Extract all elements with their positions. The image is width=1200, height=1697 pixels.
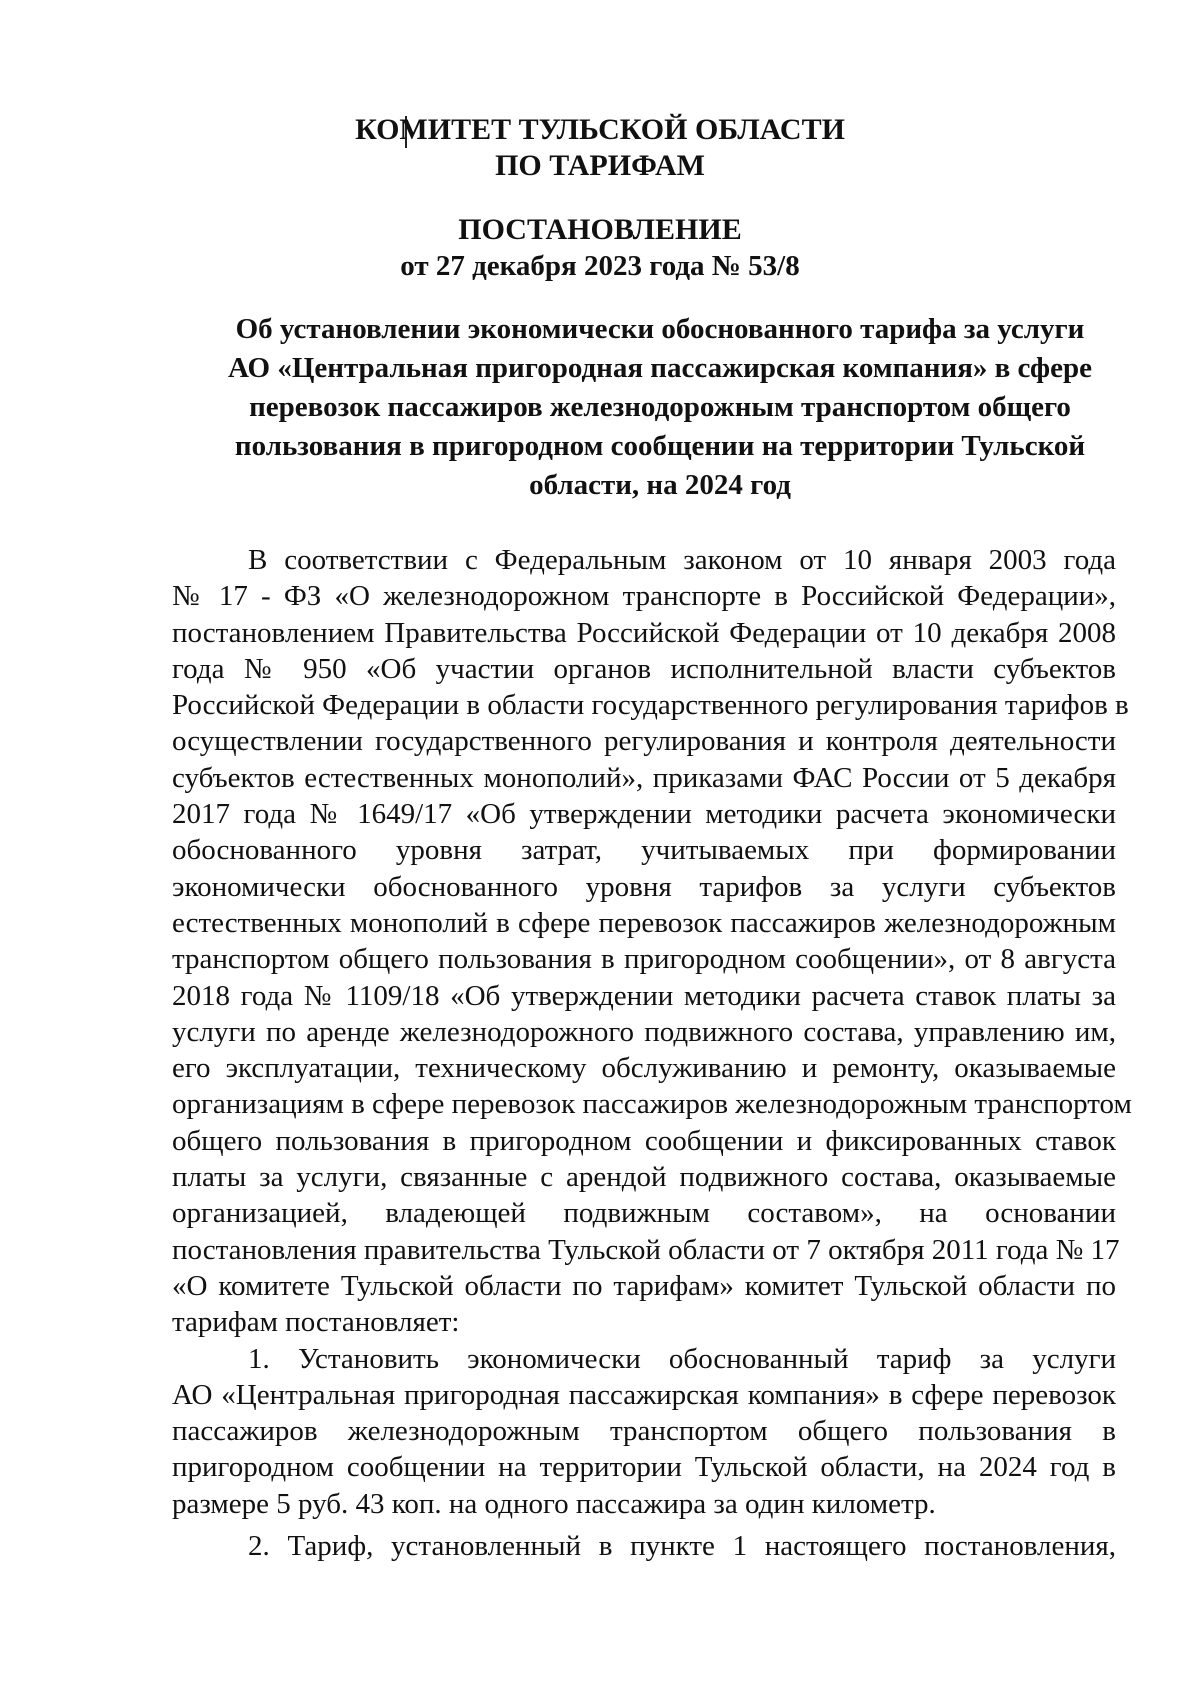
body-line: осуществлении государственного регулирования и контроля деятельности — [172, 725, 1116, 758]
organization-header — [0, 112, 1200, 184]
organization-name-line-2: ПО ТАРИФАМ — [495, 149, 705, 182]
subject-line: области, на 2024 год — [529, 469, 791, 501]
body-line: постановления правительства Тульской области от 7 октября 2011 года № 17 — [172, 1233, 1120, 1266]
organization-name-line-1: КОМИТЕТ ТУЛЬСКОЙ ОБЛАСТИ — [355, 113, 845, 146]
body-line: услуги по аренде железнодорожного подвижного состава, управлению им, — [172, 1015, 1116, 1048]
body-line: 1. Установить экономически обоснованный тариф за услуги — [248, 1342, 1116, 1375]
body-line: постановлением Правительства Российской Федерации от 10 декабря 2008 — [172, 616, 1116, 649]
body-line: организациям в сфере перевозок пассажиров железнодорожным транспортом — [172, 1088, 1132, 1121]
body-line: субъектов естественных монополий», приказами ФАС России от 5 декабря — [172, 761, 1116, 794]
item-1-paragraph — [172, 1341, 1116, 1522]
body-line: «О комитете Тульской области по тарифам» комитет Тульской области по — [172, 1269, 1116, 1302]
body-line: Российской Федерации в области государственного регулирования тарифов в — [172, 689, 1129, 722]
body-line: естественных монополий в сфере перевозок пассажиров железнодорожным — [172, 906, 1116, 939]
body-line: организацией, владеющей подвижным составом», на основании — [172, 1197, 1116, 1230]
subject-line: перевозок пассажиров железнодорожным транспортом общего — [249, 391, 1071, 423]
preamble-paragraph — [172, 542, 1132, 1341]
document-type: ПОСТАНОВЛЕНИЕ — [458, 213, 742, 246]
body-line: 2018 года № 1109/18 «Об утверждении методики расчета ставок платы за — [172, 979, 1116, 1012]
subject-line: пользования в пригородном сообщении на территории Тульской — [234, 430, 1086, 462]
body-line: 2017 года № 1649/17 «Об утверждении методики расчета экономически — [172, 798, 1116, 831]
body-line: его эксплуатации, техническому обслуживанию и ремонту, оказываемые — [172, 1052, 1116, 1085]
body-line: АО «Центральная пригородная пассажирская компания» в сфере перевозок — [172, 1378, 1116, 1411]
body-line: платы за услуги, связанные с арендой подвижного состава, оказываемые — [172, 1161, 1116, 1194]
document-date-number: от 27 декабря 2023 года № 53/8 — [400, 250, 800, 282]
body-line: экономически обоснованного уровня тарифов за услуги субъектов — [172, 870, 1116, 903]
body-line: транспортом общего пользования в пригородном сообщении», от 8 августа — [172, 943, 1116, 976]
body-line: обоснованного уровня затрат, учитываемых при формировании — [172, 834, 1116, 867]
subject-line: Об установлении экономически обоснованного тарифа за услуги — [235, 313, 1085, 345]
body-line: общего пользования в пригородном сообщении и фиксированных ставок — [172, 1124, 1116, 1157]
subject-line: АО «Центральная пригородная пассажирская компания» в сфере — [228, 352, 1092, 384]
body-line: пригородном сообщении на территории Тульской области, на 2024 год в — [172, 1451, 1116, 1484]
document-title-block — [0, 212, 1200, 284]
body-line: № 17 - ФЗ «О железнодорожном транспорте в Российской Федерации», — [172, 580, 1116, 613]
body-line: 2. Тариф, установленный в пункте 1 настоящего постановления, — [248, 1530, 1116, 1563]
body-line: размере 5 руб. 43 коп. на одного пассажира за один километр. — [172, 1487, 936, 1520]
document-subject — [200, 310, 1120, 505]
body-line: В соответствии с Федеральным законом от 10 января 2003 года — [248, 544, 1116, 576]
body-line: тарифам постановляет: — [172, 1306, 460, 1339]
document-body — [172, 542, 1132, 1564]
body-line: пассажиров железнодорожным транспортом общего пользования в — [172, 1415, 1116, 1448]
item-2-paragraph — [172, 1528, 1116, 1564]
body-line: года № 950 «Об участии органов исполнительной власти субъектов — [172, 652, 1116, 685]
